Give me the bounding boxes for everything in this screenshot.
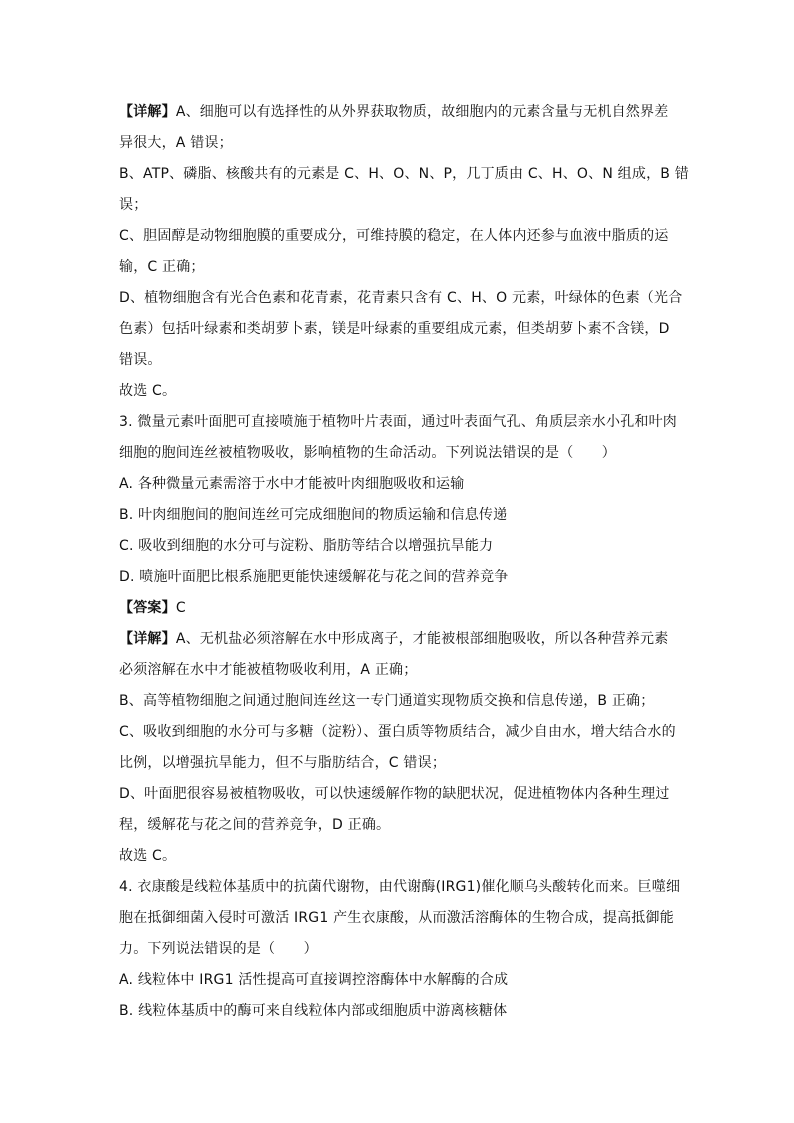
detail-line: 程，缓解花与花之间的营养竞争，D 正确。 — [119, 817, 391, 833]
question-3-stem: 细胞的胞间连丝被植物吸收，影响植物的生命活动。下列说法错误的是（ ） — [119, 445, 616, 461]
detail-line: 比例，以增强抗旱能力，但不与脂肪结合，C 错误； — [119, 755, 447, 771]
question-4-stem: 4. 衣康酸是线粒体基质中的抗菌代谢物，由代谢酶(IRG1)催化顺乌头酸转化而来。巨噬细 — [119, 879, 681, 895]
question-4-stem: 胞在抵御细菌入侵时可激活 IRG1 产生衣康酸，从而激活溶酶体的生物合成，提高抵御能 — [119, 910, 674, 926]
option-b: B. 线粒体基质中的酶可来自线粒体内部或细胞质中游离核糖体 — [119, 1003, 508, 1019]
conclusion: 故选 C。 — [119, 383, 177, 399]
detail-line: D、植物细胞含有光合色素和花青素，花青素只含有 C、H、O 元素，叶绿体的色素（光合 — [119, 290, 683, 306]
option-a: A. 各种微量元素需溶于水中才能被叶肉细胞吸收和运输 — [119, 476, 465, 492]
detail-line — [119, 103, 679, 121]
answer-tag: 【答案】 — [119, 600, 176, 616]
detail-line: 错误。 — [119, 352, 162, 368]
detail-text: A、细胞可以有选择性的从外界获取物质，故细胞内的元素含量与无机自然界差 — [175, 104, 669, 120]
detail-line: D、叶面肥很容易被植物吸收，可以快速缓解作物的缺肥状况，促进植物体内各种生理过 — [119, 786, 670, 802]
detail-line: C、胆固醇是动物细胞膜的重要成分，可维持膜的稳定，在人体内还参与血液中脂质的运 — [119, 228, 669, 244]
answer-value: C — [175, 600, 186, 616]
detail-line: C、吸收到细胞的水分可与多糖（淀粉）、蛋白质等物质结合，减少自由水，增大结合水的 — [119, 724, 676, 740]
detail-line — [119, 630, 679, 648]
detail-line: 必须溶解在水中才能被植物吸收利用，A 正确； — [119, 662, 418, 678]
answer-line — [119, 599, 679, 617]
detail-line: 异很大，A 错误； — [119, 135, 233, 151]
option-a: A. 线粒体中 IRG1 活性提高可直接调控溶酶体中水解酶的合成 — [119, 972, 509, 988]
detail-line: B、ATP、磷脂、核酸共有的元素是 C、H、O、N、P，几丁质由 C、H、O、N 组成，B 错 — [119, 166, 689, 182]
question-3-stem: 3. 微量元素叶面肥可直接喷施于植物叶片表面，通过叶表面气孔、角质层亲水小孔和叶肉 — [119, 414, 678, 430]
detail-tag: 【详解】 — [119, 631, 176, 647]
detail-text: A、无机盐必须溶解在水中形成离子，才能被根部细胞吸收，所以各种营养元素 — [175, 631, 669, 647]
detail-line: 输，C 正确； — [119, 259, 205, 275]
detail-line: 色素）包括叶绿素和类胡萝卜素，镁是叶绿素的重要组成元素，但类胡萝卜素不含镁，D — [119, 321, 670, 337]
option-b: B. 叶肉细胞间的胞间连丝可完成细胞间的物质运输和信息传递 — [119, 507, 508, 523]
conclusion: 故选 C。 — [119, 848, 177, 864]
detail-tag: 【详解】 — [119, 104, 176, 120]
question-4-stem: 力。下列说法错误的是（ ） — [119, 941, 318, 957]
option-c: C. 吸收到细胞的水分可与淀粉、脂肪等结合以增强抗旱能力 — [119, 538, 494, 554]
detail-line: B、高等植物细胞之间通过胞间连丝这一专门通道实现物质交换和信息传递，B 正确； — [119, 693, 655, 709]
option-d: D. 喷施叶面肥比根系施肥更能快速缓解花与花之间的营养竞争 — [119, 569, 509, 585]
detail-line: 误； — [119, 197, 148, 213]
